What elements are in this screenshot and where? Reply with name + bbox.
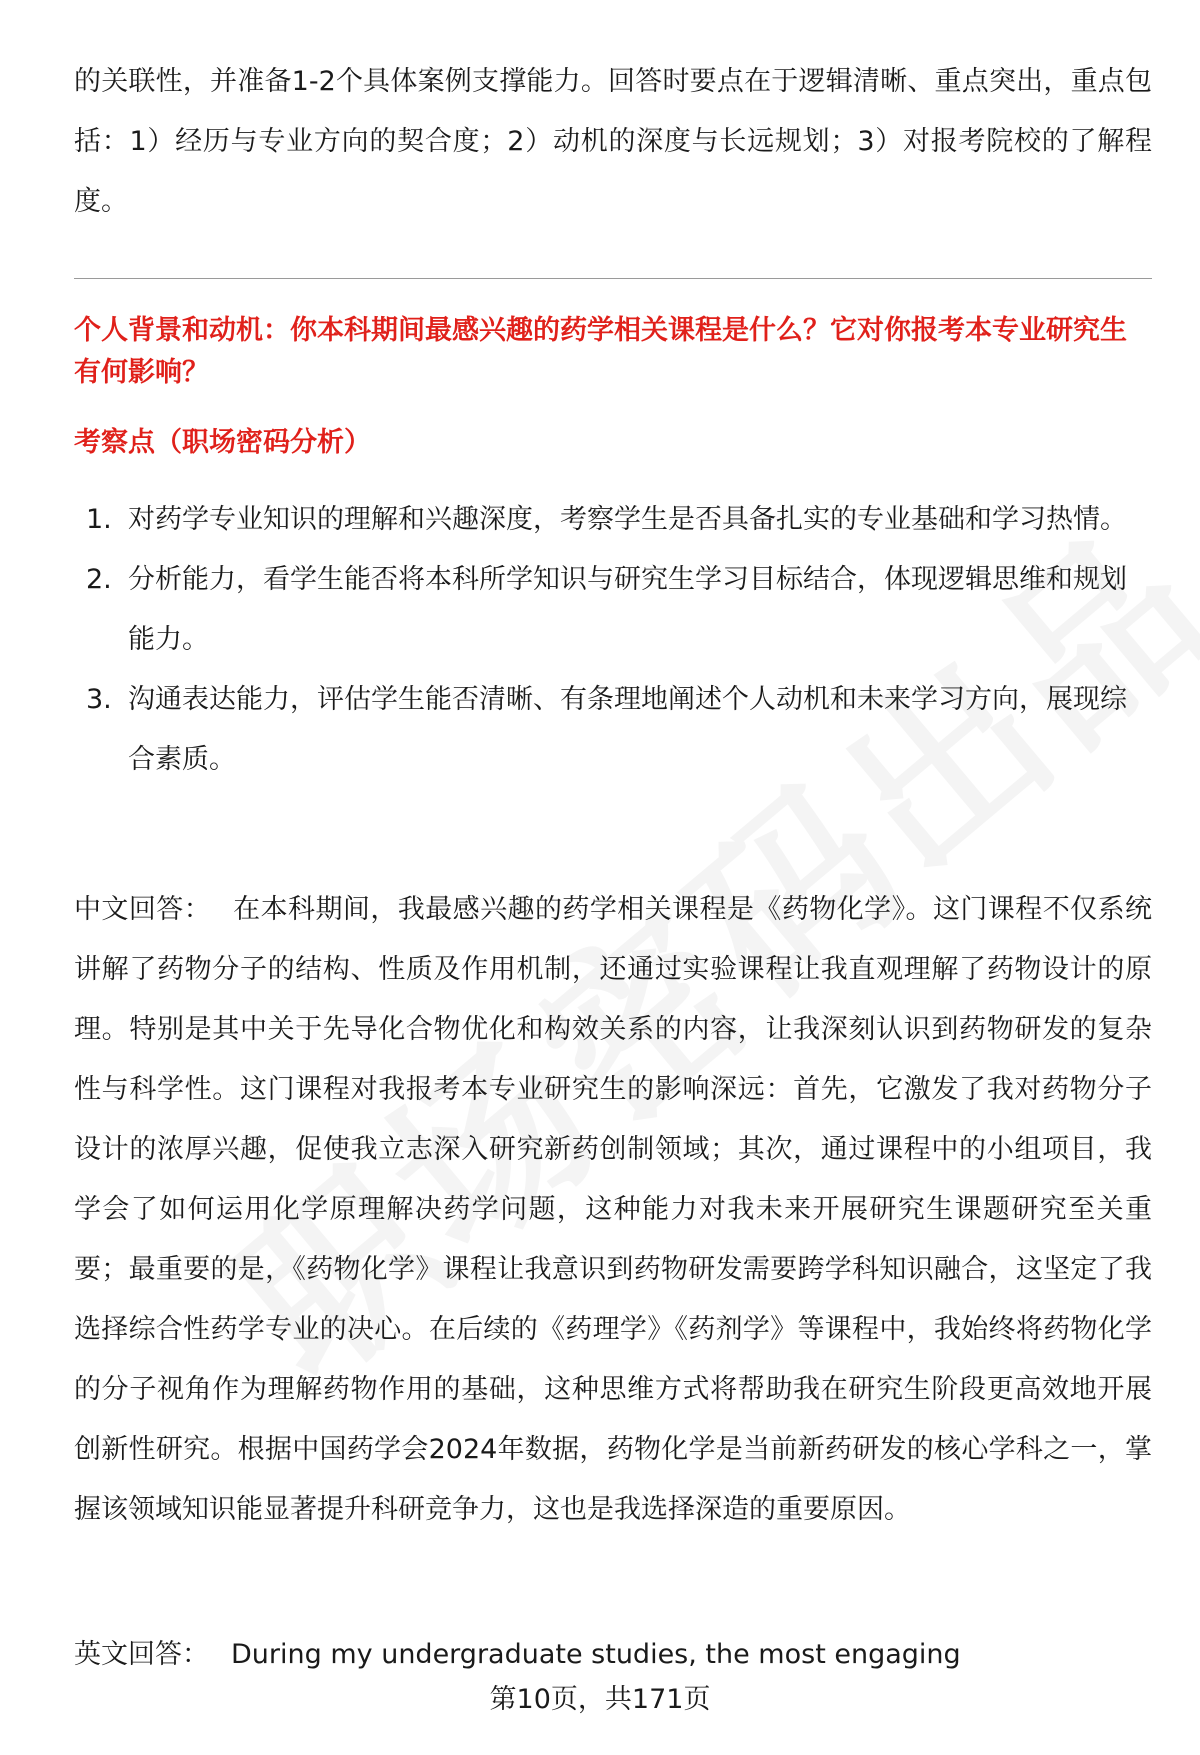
chinese-answer-text: 在本科期间，我最感兴趣的药学相关课程是《药物化学》。这门课程不仅系统讲解了药物分子的结构、性质及作用机制，还通过实验课程让我直观理解了药物设计的原理。特别是其中关于先导化合物优化和构效关系的内容，让我深刻认识到药物研发的复杂性与科学性。这门课程对我报考本专业研究生的影响深远：首先，它激发了我对药物分子设计的浓厚兴趣，促使我立志深入研究新药创制领域；其次，通过课程中的小组项目，我学会了如何运用化学原理解决药学问题，这种能力对我未来开展研究生课题研究至关重要；最重要的是，《药物化学》课程让我意识到药物研发需要跨学科知识融合，这坚定了我选择综合性药学专业的决心。在后续的《药理学》《药剂学》等课程中，我始终将药物化学的分子视角作为理解药物作用的基础，这种思维方式将帮助我在研究生阶段更高效地开展创新性研究。根据中国药学会2024年数据，药物化学是当前新药研发的核心学科之一，掌握该领域知识能显著提升科研竞争力，这也是我选择深造的重要原因。 [74, 894, 1152, 1525]
list-number: 1. [86, 504, 112, 535]
intro-paragraph: 的关联性，并准备1-2个具体案例支撑能力。回答时要点在于逻辑清晰、重点突出，重点包括：1）经历与专业方向的契合度；2）动机的深度与长远规划；3）对报考院校的了解程度。 [74, 66, 1152, 217]
list-item [74, 550, 1152, 670]
list-number: 2. [86, 564, 112, 595]
chinese-answer-label: 中文回答： [74, 894, 212, 925]
section-divider [74, 278, 1152, 279]
list-item-text: 沟通表达能力，评估学生能否清晰、有条理地阐述个人动机和未来学习方向，展现综合素质。 [128, 684, 1127, 775]
key-points-list [74, 490, 1152, 790]
chinese-answer [74, 880, 1152, 1540]
list-number: 3. [86, 684, 112, 715]
page-footer: 第10页，共171页 [489, 1684, 711, 1715]
list-item [74, 670, 1152, 790]
key-points-title: 考察点（职场密码分析） [74, 427, 371, 458]
list-item [74, 490, 1152, 550]
english-answer [74, 1625, 1152, 1685]
list-item-text: 对药学专业知识的理解和兴趣深度，考察学生是否具备扎实的专业基础和学习热情。 [128, 504, 1127, 535]
english-answer-text: During my undergraduate studies, the most engaging [231, 1639, 961, 1670]
list-item-text: 分析能力，看学生能否将本科所学知识与研究生学习目标结合，体现逻辑思维和规划能力。 [128, 564, 1127, 655]
question-title: 个人背景和动机：你本科期间最感兴趣的药学相关课程是什么？它对你报考本专业研究生有何影响？ [74, 315, 1127, 388]
english-answer-label: 英文回答： [74, 1639, 209, 1670]
